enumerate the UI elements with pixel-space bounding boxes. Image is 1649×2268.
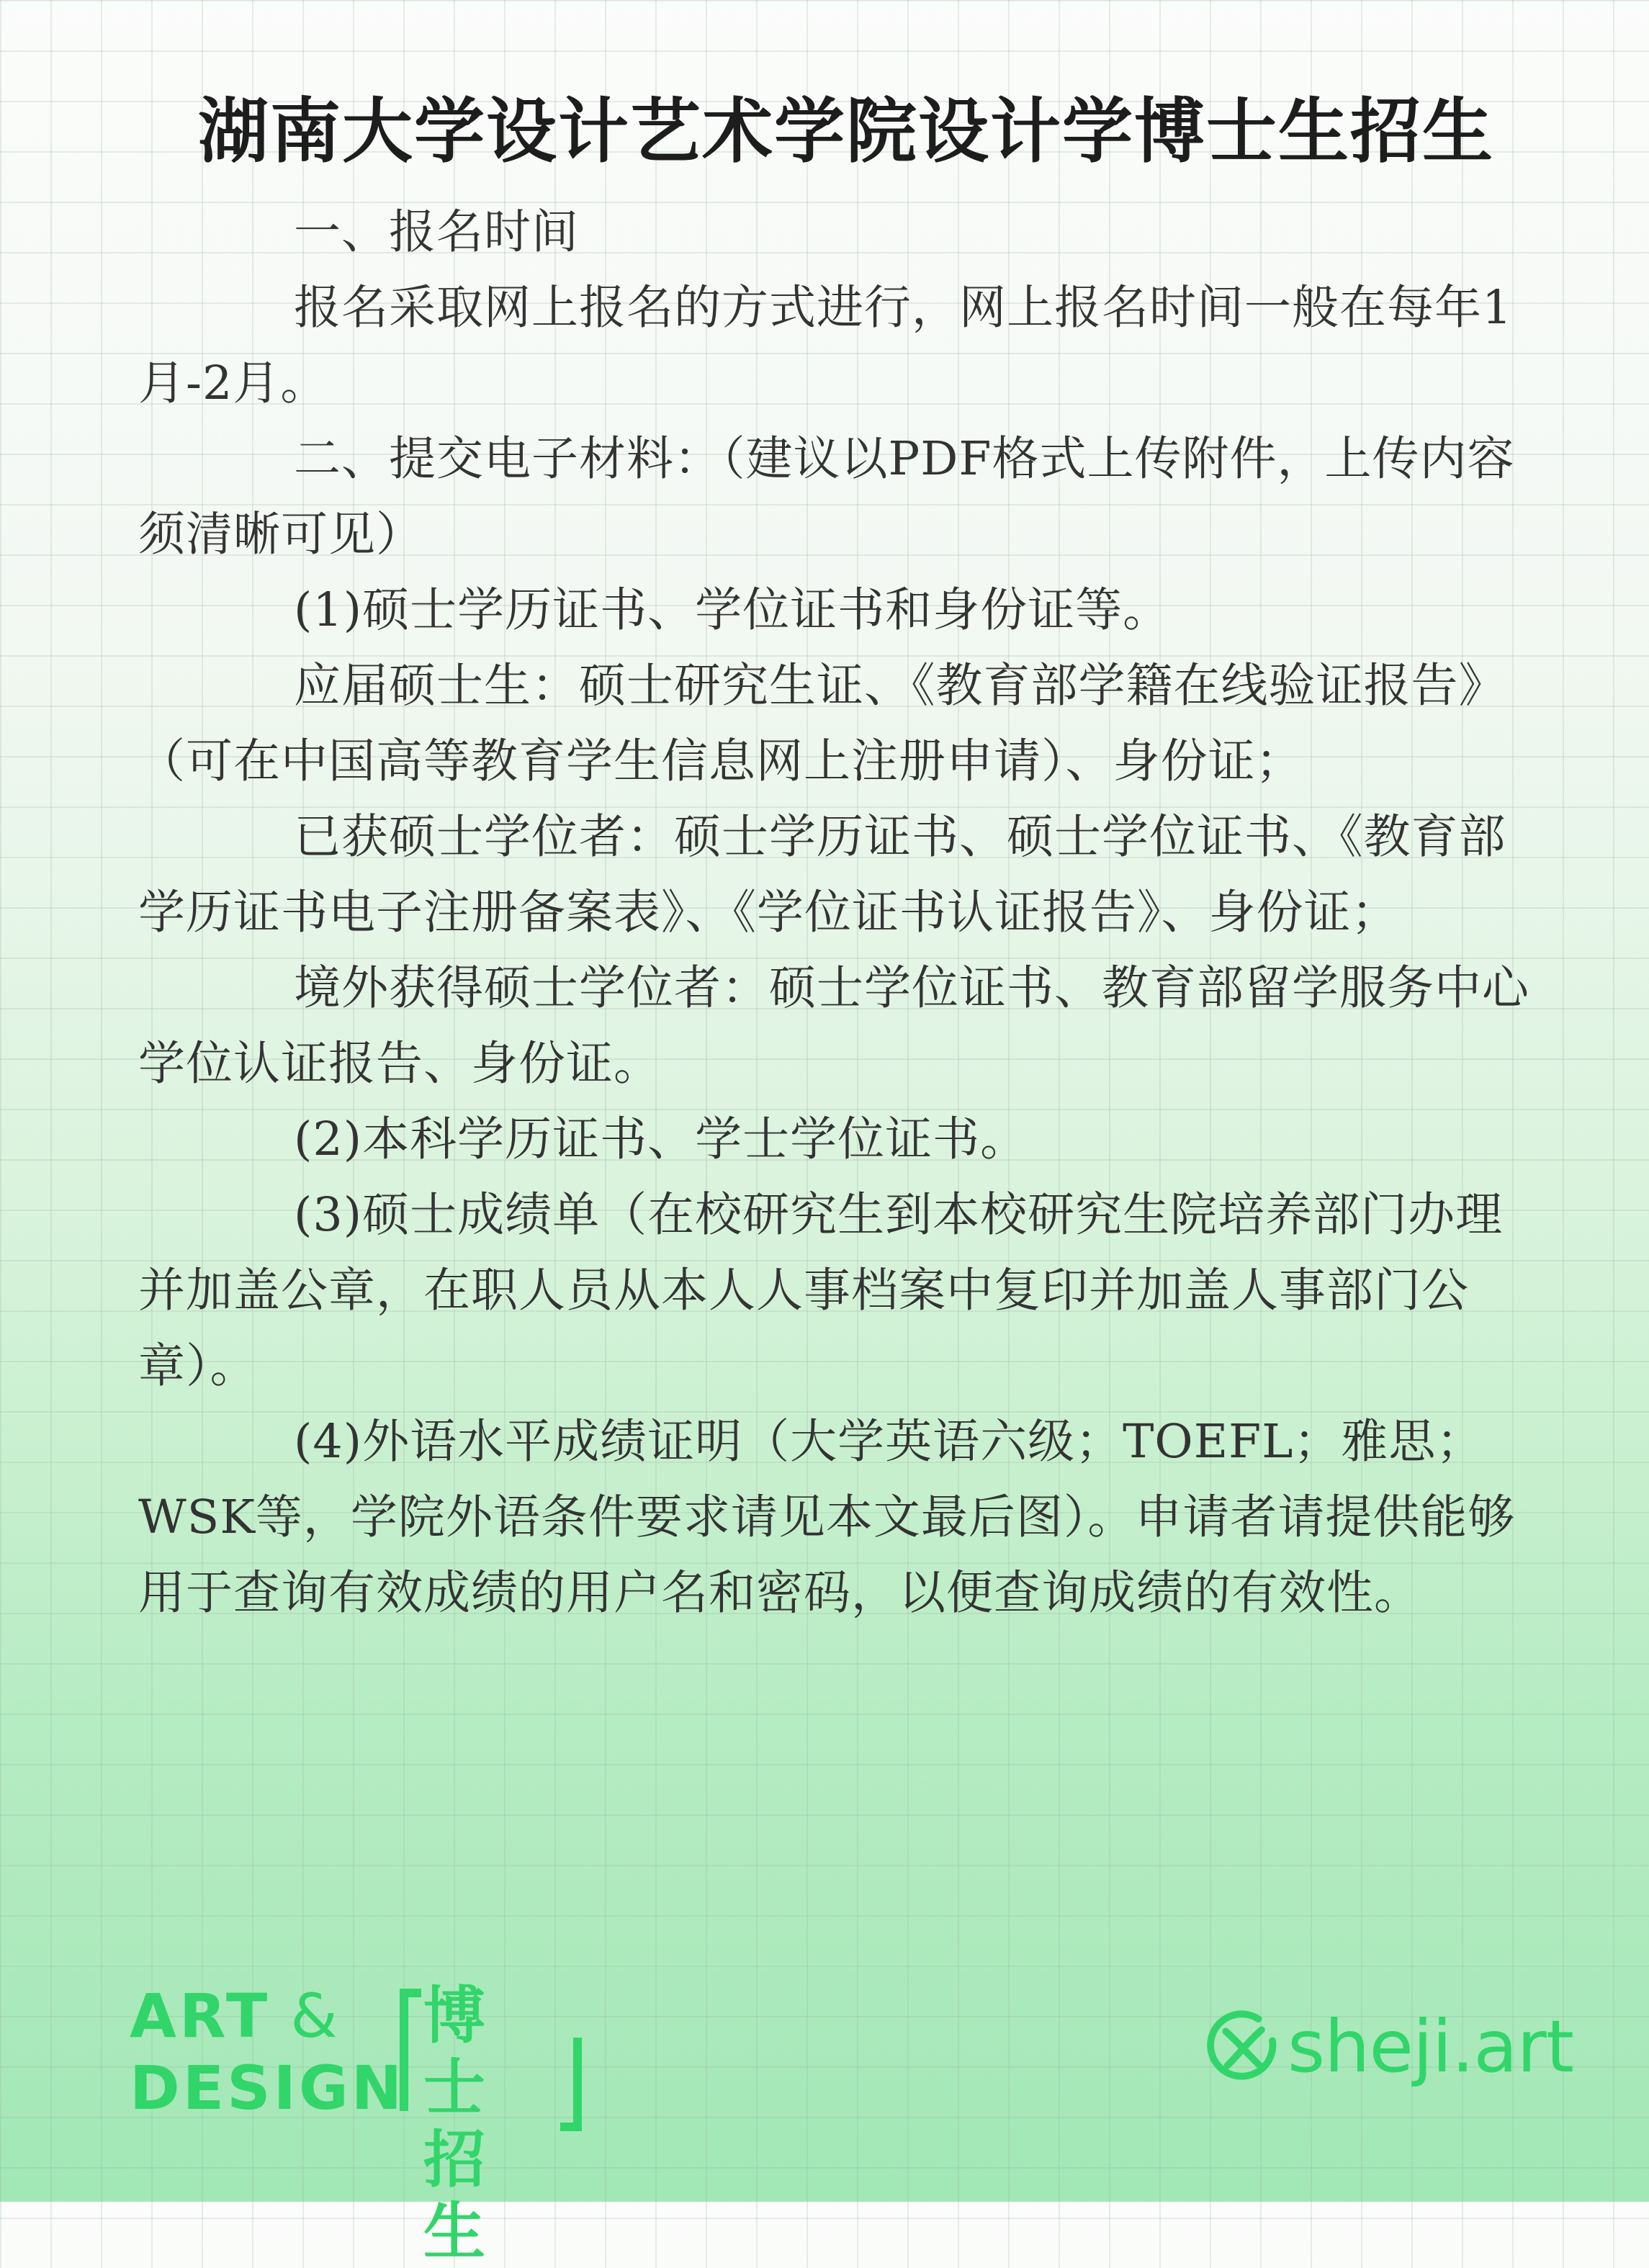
brand-line-1 [130,1980,405,2052]
paragraph-item-3: (3)硕士成绩单（在校研究生到本校研究生院培养部门办理并加盖公章，在职人员从本人人事档案中复印并加盖人事部门公章）。 [138,1188,1504,1393]
sheji-x-circle-icon [1204,2008,1282,2086]
paragraph-overseas-degree: 境外获得硕士学位者：硕士学位证书、教育部留学服务中心学位认证报告、身份证。 [138,961,1530,1091]
site-url: sheji.art [1288,2004,1573,2089]
paragraph-section-1-heading: 一、报名时间 [294,205,580,259]
paragraph-registration-method: 报名采取网上报名的方式进行，网上报名时间一般在每年1月-2月。 [138,281,1513,410]
brand-cn-line-1: 博士 [423,1980,485,2124]
site-logo [1204,2004,1573,2089]
page-title: 湖南大学设计艺术学院设计学博士生招生 [197,90,1494,173]
brand-art: ART [130,1981,271,2051]
paragraph-item-1: (1)硕士学历证书、学位证书和身份证等。 [294,583,1171,637]
paragraph-current-masters: 应届硕士生：硕士研究生证、《教育部学籍在线验证报告》（可在中国高等教育学生信息网上注册申请）、身份证； [138,659,1506,788]
bracket-close-icon [560,2038,582,2131]
brand-design: DESIGN [130,2053,405,2123]
paragraph-item-2: (2)本科学历证书、学士学位证书。 [294,1112,1028,1166]
article-body [138,194,1532,1631]
paragraph-section-2-heading: 二、提交电子材料：（建议以PDF格式上传附件，上传内容须清晰可见） [138,432,1515,562]
brand-chinese [423,1980,485,2268]
paragraph-degree-holders: 已获硕士学位者：硕士学历证书、硕士学位证书、《教育部学历证书电子注册备案表》、《学位证书认证报告》、身份证； [138,810,1506,940]
brand-cn-line-2: 招生 [423,2124,485,2268]
paragraph-item-4: (4)外语水平成绩证明（大学英语六级；TOEFL；雅思；WSK等，学院外语条件要求请见本文最后图）。申请者请提供能够用于查询有效成绩的用户名和密码，以便查询成绩的有效性。 [138,1415,1516,1620]
bracket-open-icon [400,1989,421,2111]
brand-ampersand: & [290,1981,341,2051]
brand-english [130,1980,405,2124]
